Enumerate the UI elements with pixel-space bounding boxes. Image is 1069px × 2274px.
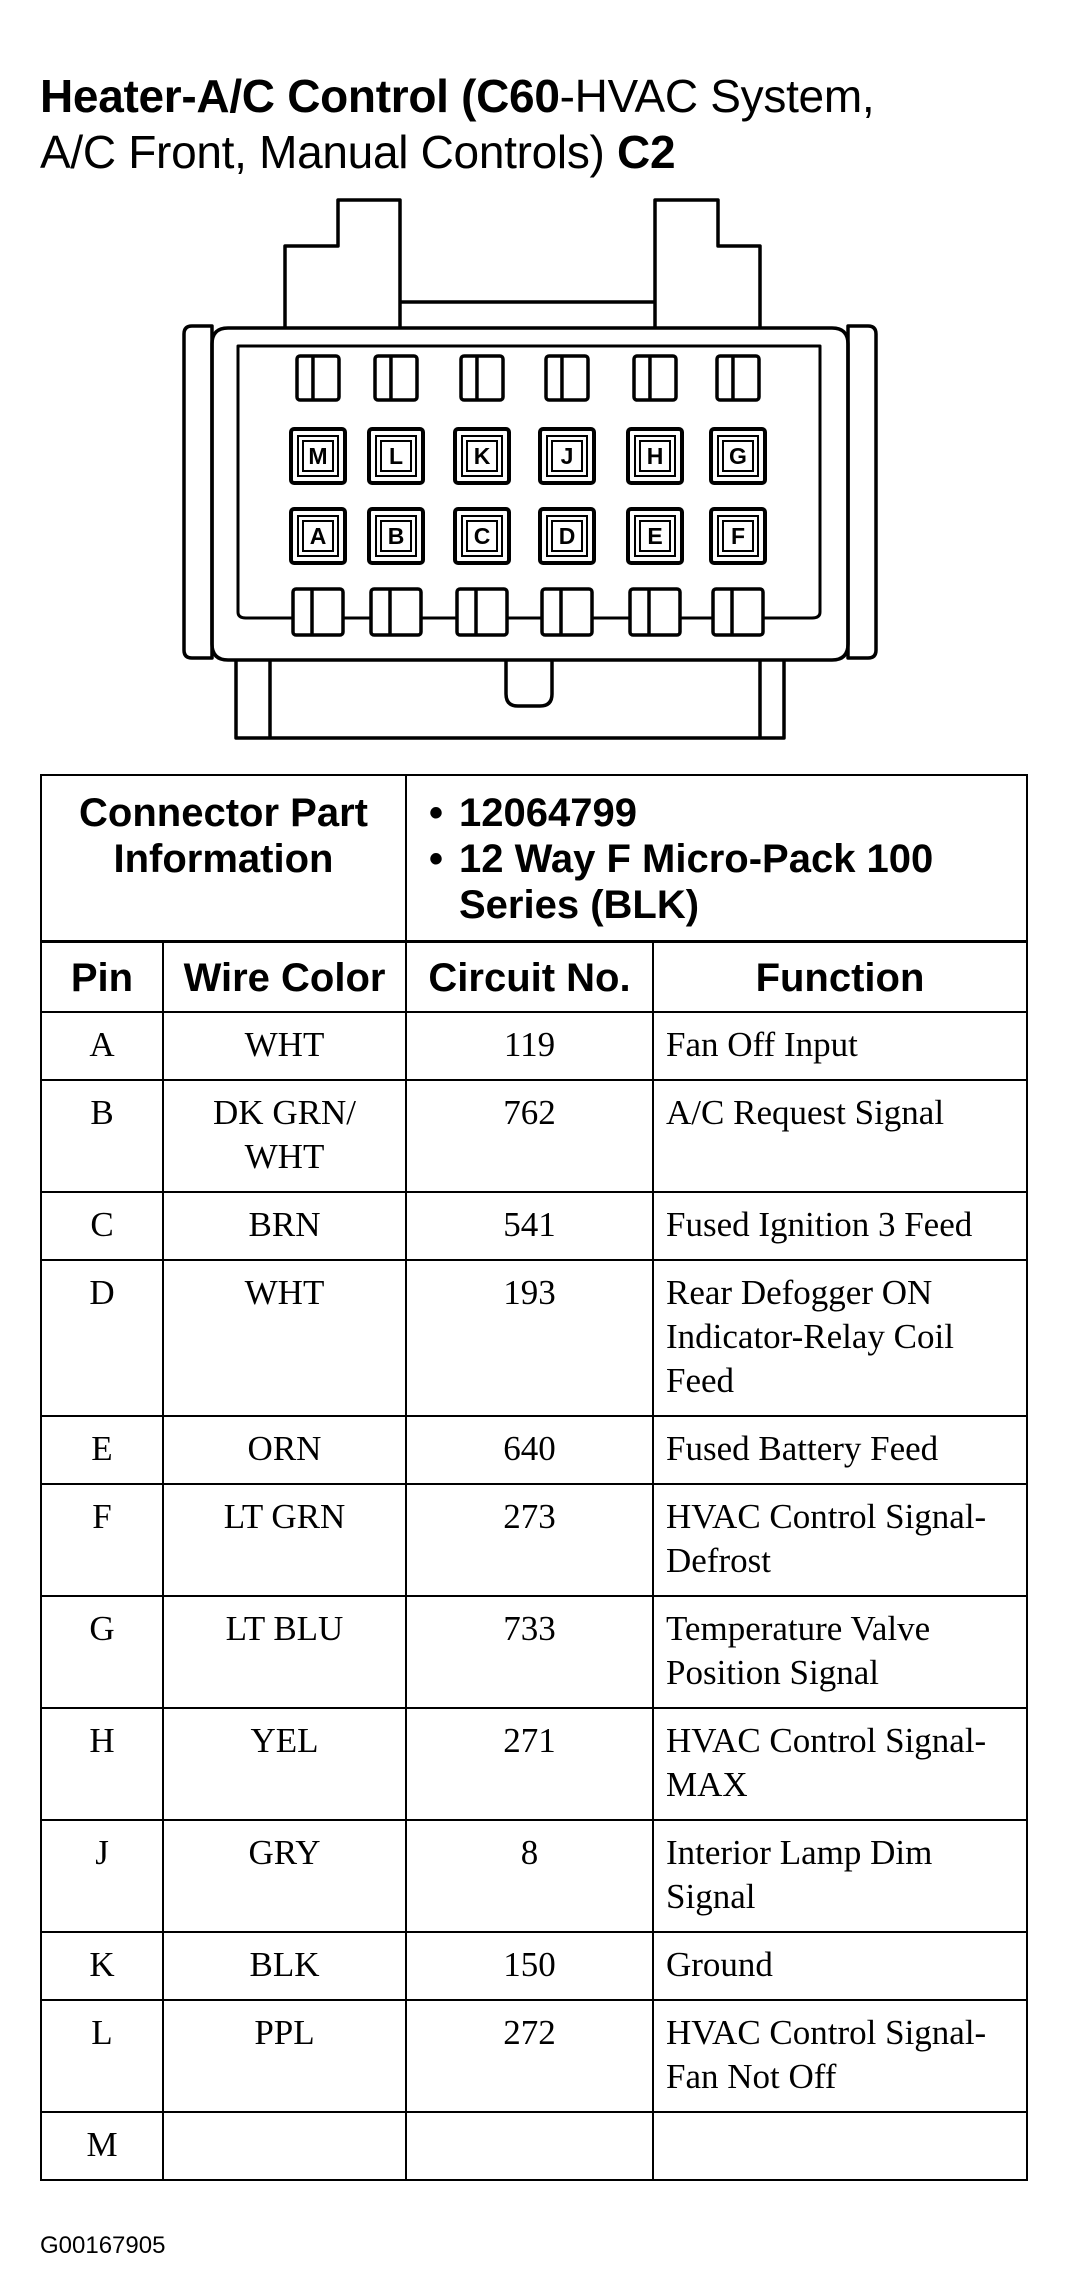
cavity-label: K — [473, 443, 491, 469]
cavity-M — [291, 429, 345, 483]
header-wire-color: Wire Color — [163, 942, 406, 1013]
function-cell: Fused Battery Feed — [653, 1416, 1027, 1484]
function-cell: A/C Request Signal — [653, 1080, 1027, 1192]
cavity-F — [711, 509, 765, 563]
right-latch — [655, 200, 760, 328]
table-row — [41, 1012, 1027, 1080]
title-part-2: -HVAC System, — [559, 70, 875, 122]
function-cell: HVAC Control Signal-Defrost — [653, 1484, 1027, 1596]
function-cell: Fused Ignition 3 Feed — [653, 1192, 1027, 1260]
wire-color-cell: LT GRN — [163, 1484, 406, 1596]
pin-cell: D — [41, 1260, 163, 1416]
empty-cavity-top — [297, 356, 339, 400]
function-cell: Interior Lamp Dim Signal — [653, 1820, 1027, 1932]
circuit-cell: 271 — [406, 1708, 653, 1820]
cavity-label: E — [647, 523, 663, 549]
function-cell — [653, 2112, 1027, 2180]
function-cell: HVAC Control Signal-MAX — [653, 1708, 1027, 1820]
cavity-label: B — [387, 523, 405, 549]
key-slot — [506, 660, 552, 706]
circuit-cell: 640 — [406, 1416, 653, 1484]
table-row — [41, 1192, 1027, 1260]
cavity-G — [711, 429, 765, 483]
empty-cavity-bottom — [713, 589, 763, 635]
part-number: • 12064799 — [459, 790, 1026, 836]
cavity-B — [369, 509, 423, 563]
cavity-label: J — [560, 443, 574, 469]
part-info-row — [41, 775, 1027, 942]
function-cell: Temperature Valve Position Signal — [653, 1596, 1027, 1708]
header-circuit: Circuit No. — [406, 942, 653, 1013]
title-part-3: A/C Front, Manual Controls) — [40, 126, 605, 178]
cavity-K — [455, 429, 509, 483]
pin-cell: L — [41, 2000, 163, 2112]
empty-cavity-top — [375, 356, 417, 400]
empty-cavity-bottom — [457, 589, 507, 635]
cavity-label: L — [388, 443, 404, 469]
empty-cavity-bottom — [371, 589, 421, 635]
pin-cell: A — [41, 1012, 163, 1080]
table-row — [41, 1484, 1027, 1596]
circuit-cell: 8 — [406, 1820, 653, 1932]
pin-cell: K — [41, 1932, 163, 2000]
cavity-C — [455, 509, 509, 563]
connector-face-diagram — [0, 0, 1069, 760]
column-header-row — [41, 942, 1027, 1013]
pin-cell: C — [41, 1192, 163, 1260]
table-row — [41, 1932, 1027, 2000]
cavity-A — [291, 509, 345, 563]
cavity-label: D — [558, 523, 576, 549]
cavity-H — [628, 429, 682, 483]
wire-color-cell: LT BLU — [163, 1596, 406, 1708]
circuit-cell: 733 — [406, 1596, 653, 1708]
wire-color-cell: WHT — [163, 1012, 406, 1080]
table-row — [41, 1080, 1027, 1192]
empty-cavity-top — [634, 356, 676, 400]
cavity-label: M — [308, 443, 328, 469]
circuit-cell: 119 — [406, 1012, 653, 1080]
table-row — [41, 1416, 1027, 1484]
cavity-label: A — [309, 523, 327, 549]
pin-cell: F — [41, 1484, 163, 1596]
cavity-label: F — [730, 523, 746, 549]
circuit-cell: 541 — [406, 1192, 653, 1260]
cavity-D — [540, 509, 594, 563]
cavity-L — [369, 429, 423, 483]
table-row — [41, 1596, 1027, 1708]
empty-cavity-bottom — [293, 589, 343, 635]
table-row — [41, 2000, 1027, 2112]
circuit-cell — [406, 2112, 653, 2180]
cavity-label: H — [646, 443, 664, 469]
pin-rows — [41, 1012, 1027, 2180]
header-pin: Pin — [41, 942, 163, 1013]
wire-color-cell: PPL — [163, 2000, 406, 2112]
part-info-label: Connector Part Information — [41, 775, 406, 942]
pin-cell: M — [41, 2112, 163, 2180]
wire-color-cell: BLK — [163, 1932, 406, 2000]
circuit-cell: 150 — [406, 1932, 653, 2000]
wire-color-cell: ORN — [163, 1416, 406, 1484]
circuit-cell: 762 — [406, 1080, 653, 1192]
title-part-4: C2 — [617, 126, 676, 178]
circuit-cell: 273 — [406, 1484, 653, 1596]
connector-foot — [236, 660, 784, 738]
function-cell: Ground — [653, 1932, 1027, 2000]
table-row — [41, 1820, 1027, 1932]
connector-pinout-table — [40, 774, 1028, 2181]
wire-color-cell — [163, 2112, 406, 2180]
figure-id: G00167905 — [40, 2232, 166, 2259]
circuit-cell: 193 — [406, 1260, 653, 1416]
cavity-label: C — [473, 523, 491, 549]
cavity-label: G — [729, 443, 747, 469]
part-info-list — [406, 775, 1027, 942]
wire-color-cell: GRY — [163, 1820, 406, 1932]
connector-description: • 12 Way F Micro-Pack 100 Series (BLK) — [459, 836, 1026, 928]
header-function: Function — [653, 942, 1027, 1013]
table-row — [41, 2112, 1027, 2180]
pin-cell: H — [41, 1708, 163, 1820]
table-row — [41, 1708, 1027, 1820]
wire-color-cell: DK GRN/ WHT — [163, 1080, 406, 1192]
function-cell: Rear Defogger ON Indicator-Relay Coil Feed — [653, 1260, 1027, 1416]
pin-cell: B — [41, 1080, 163, 1192]
empty-cavity-bottom — [630, 589, 680, 635]
left-latch — [285, 200, 400, 328]
wire-color-cell: WHT — [163, 1260, 406, 1416]
title-part-1: Heater-A/C Control (C60 — [40, 70, 560, 122]
empty-cavity-top — [461, 356, 503, 400]
function-cell: HVAC Control Signal-Fan Not Off — [653, 2000, 1027, 2112]
pin-cell: G — [41, 1596, 163, 1708]
empty-cavity-bottom — [542, 589, 592, 635]
empty-cavity-top — [717, 356, 759, 400]
table-row — [41, 1260, 1027, 1416]
circuit-cell: 272 — [406, 2000, 653, 2112]
wire-color-cell: YEL — [163, 1708, 406, 1820]
pin-cell: J — [41, 1820, 163, 1932]
cavity-E — [628, 509, 682, 563]
cavity-J — [540, 429, 594, 483]
wire-color-cell: BRN — [163, 1192, 406, 1260]
function-cell: Fan Off Input — [653, 1012, 1027, 1080]
empty-cavity-top — [546, 356, 588, 400]
pin-cell: E — [41, 1416, 163, 1484]
